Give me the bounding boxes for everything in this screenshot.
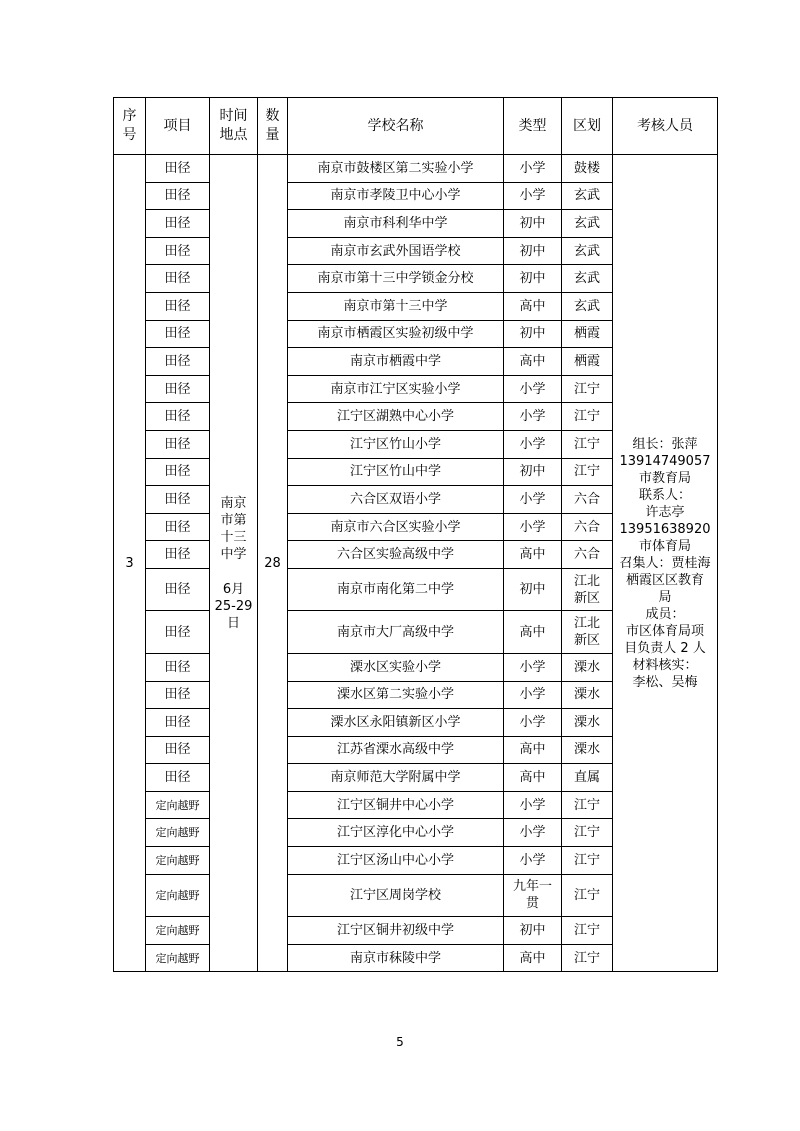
district-cell: 溧水 xyxy=(562,736,613,764)
school-name-cell: 南京市南化第二中学 xyxy=(288,568,504,611)
school-name-cell: 南京市栖霞区实验初级中学 xyxy=(288,320,504,348)
place-line: 中学 xyxy=(220,546,247,562)
type-cell: 初中 xyxy=(504,320,562,348)
page-number: 5 xyxy=(396,1035,404,1049)
examiner-line: 局 xyxy=(658,589,672,605)
project-cell: 田径 xyxy=(146,736,210,764)
project-cell: 田径 xyxy=(146,292,210,320)
examiner-line: 李松、吴梅 xyxy=(632,674,698,690)
school-name-cell: 六合区双语小学 xyxy=(288,486,504,514)
project-cell: 田径 xyxy=(146,320,210,348)
project-cell: 田径 xyxy=(146,611,210,654)
type-cell: 初中 xyxy=(504,237,562,265)
district-cell: 江宁 xyxy=(562,874,613,917)
project-cell: 田径 xyxy=(146,265,210,293)
type-cell: 高中 xyxy=(504,348,562,376)
project-cell: 田径 xyxy=(146,458,210,486)
header-type: 类型 xyxy=(504,98,562,155)
project-cell: 田径 xyxy=(146,653,210,681)
place-line: 市第 xyxy=(220,512,247,528)
examiner-line: 联系人： xyxy=(638,487,691,503)
school-name-cell: 江宁区淳化中心小学 xyxy=(288,819,504,847)
examiner-line: 许志亭 xyxy=(645,504,685,520)
examiner-line: 栖霞区区教育 xyxy=(625,572,704,588)
project-cell: 定向越野 xyxy=(146,874,210,917)
project-cell: 田径 xyxy=(146,182,210,210)
project-cell: 定向越野 xyxy=(146,847,210,875)
project-cell: 定向越野 xyxy=(146,791,210,819)
district-cell: 鼓楼 xyxy=(562,155,613,183)
school-name-cell: 南京市第十三中学 xyxy=(288,292,504,320)
school-name-cell: 江宁区汤山中心小学 xyxy=(288,847,504,875)
project-cell: 定向越野 xyxy=(146,917,210,945)
project-cell: 田径 xyxy=(146,568,210,611)
district-cell: 六合 xyxy=(562,541,613,569)
school-name-cell: 六合区实验高级中学 xyxy=(288,541,504,569)
district-cell: 六合 xyxy=(562,513,613,541)
school-name-cell: 南京市孝陵卫中心小学 xyxy=(288,182,504,210)
group-count: 28 xyxy=(258,155,288,972)
type-cell: 小学 xyxy=(504,486,562,514)
type-cell: 小学 xyxy=(504,430,562,458)
district-cell: 江北 新区 xyxy=(562,611,613,654)
spacer xyxy=(210,563,257,581)
district-cell: 玄武 xyxy=(562,292,613,320)
district-cell: 江宁 xyxy=(562,917,613,945)
type-cell: 高中 xyxy=(504,611,562,654)
school-name-cell: 南京市鼓楼区第二实验小学 xyxy=(288,155,504,183)
project-cell: 田径 xyxy=(146,764,210,792)
project-cell: 田径 xyxy=(146,709,210,737)
project-cell: 田径 xyxy=(146,403,210,431)
type-cell: 小学 xyxy=(504,375,562,403)
type-cell: 小学 xyxy=(504,653,562,681)
place-line: 十三 xyxy=(220,529,247,545)
type-cell: 高中 xyxy=(504,764,562,792)
school-name-cell: 江苏省溧水高级中学 xyxy=(288,736,504,764)
district-cell: 栖霞 xyxy=(562,348,613,376)
type-cell: 初中 xyxy=(504,917,562,945)
district-cell: 溧水 xyxy=(562,709,613,737)
project-cell: 田径 xyxy=(146,681,210,709)
project-cell: 田径 xyxy=(146,155,210,183)
project-cell: 田径 xyxy=(146,486,210,514)
examiner-line: 市区体育局项 xyxy=(625,623,704,639)
examiner-line: 材料核实： xyxy=(632,657,698,673)
school-name-cell: 江宁区竹山小学 xyxy=(288,430,504,458)
type-cell: 九年一 贯 xyxy=(504,874,562,917)
type-cell: 高中 xyxy=(504,736,562,764)
type-cell: 初中 xyxy=(504,568,562,611)
school-name-cell: 江宁区周岗学校 xyxy=(288,874,504,917)
header-time-place: 时间 地点 xyxy=(210,98,258,155)
header-seq: 序 号 xyxy=(114,98,146,155)
district-cell: 江宁 xyxy=(562,458,613,486)
school-name-cell: 南京市玄武外国语学校 xyxy=(288,237,504,265)
type-cell: 初中 xyxy=(504,265,562,293)
project-cell: 田径 xyxy=(146,375,210,403)
district-cell: 江北 新区 xyxy=(562,568,613,611)
type-cell: 小学 xyxy=(504,182,562,210)
type-cell: 高中 xyxy=(504,541,562,569)
schools-table xyxy=(113,97,718,972)
school-name-cell: 南京市第十三中学锁金分校 xyxy=(288,265,504,293)
school-name-cell: 溧水区实验小学 xyxy=(288,653,504,681)
district-cell: 栖霞 xyxy=(562,320,613,348)
table-row xyxy=(114,155,718,183)
district-cell: 溧水 xyxy=(562,681,613,709)
type-cell: 小学 xyxy=(504,513,562,541)
time-line: 6月 xyxy=(222,581,245,597)
header-school: 学校名称 xyxy=(288,98,504,155)
type-cell: 小学 xyxy=(504,403,562,431)
time-line: 25-29 xyxy=(214,598,253,614)
type-cell: 小学 xyxy=(504,155,562,183)
school-name-cell: 南京市栖霞中学 xyxy=(288,348,504,376)
district-cell: 玄武 xyxy=(562,210,613,238)
district-cell: 溧水 xyxy=(562,653,613,681)
place-line: 南京 xyxy=(220,495,247,511)
school-name-cell: 江宁区铜井中心小学 xyxy=(288,791,504,819)
district-cell: 直属 xyxy=(562,764,613,792)
project-cell: 田径 xyxy=(146,513,210,541)
examiner-line: 目负责人 2 人 xyxy=(624,640,706,656)
school-name-cell: 江宁区铜井初级中学 xyxy=(288,917,504,945)
project-cell: 田径 xyxy=(146,348,210,376)
district-cell: 六合 xyxy=(562,486,613,514)
type-cell: 高中 xyxy=(504,944,562,972)
school-name-cell: 南京市大厂高级中学 xyxy=(288,611,504,654)
project-cell: 定向越野 xyxy=(146,944,210,972)
district-cell: 江宁 xyxy=(562,819,613,847)
district-cell: 江宁 xyxy=(562,403,613,431)
school-name-cell: 南京市秣陵中学 xyxy=(288,944,504,972)
examiner-line: 召集人：贾桂海 xyxy=(619,555,711,571)
header-examiners: 考核人员 xyxy=(613,98,718,155)
header-count: 数 量 xyxy=(258,98,288,155)
district-cell: 玄武 xyxy=(562,182,613,210)
project-cell: 田径 xyxy=(146,430,210,458)
examiner-line: 13951638920 xyxy=(619,521,711,537)
type-cell: 小学 xyxy=(504,847,562,875)
time-place-cell xyxy=(210,155,258,972)
group-seq: 3 xyxy=(114,155,146,972)
examiners-cell xyxy=(613,155,718,972)
type-cell: 初中 xyxy=(504,210,562,238)
district-cell: 江宁 xyxy=(562,791,613,819)
district-cell: 江宁 xyxy=(562,430,613,458)
type-cell: 小学 xyxy=(504,819,562,847)
school-name-cell: 南京师范大学附属中学 xyxy=(288,764,504,792)
time-line: 日 xyxy=(226,615,240,631)
school-name-cell: 南京市六合区实验小学 xyxy=(288,513,504,541)
examiner-line: 市教育局 xyxy=(638,470,691,486)
header-row xyxy=(114,98,718,155)
project-cell: 田径 xyxy=(146,210,210,238)
school-name-cell: 南京市江宁区实验小学 xyxy=(288,375,504,403)
district-cell: 江宁 xyxy=(562,375,613,403)
school-name-cell: 南京市科利华中学 xyxy=(288,210,504,238)
project-cell: 田径 xyxy=(146,237,210,265)
school-name-cell: 溧水区永阳镇新区小学 xyxy=(288,709,504,737)
examiner-line: 13914749057 xyxy=(619,453,711,469)
examiner-line: 成员： xyxy=(645,606,685,622)
type-cell: 小学 xyxy=(504,681,562,709)
type-cell: 小学 xyxy=(504,791,562,819)
school-name-cell: 江宁区竹山中学 xyxy=(288,458,504,486)
header-district: 区划 xyxy=(562,98,613,155)
district-cell: 江宁 xyxy=(562,847,613,875)
project-cell: 田径 xyxy=(146,541,210,569)
district-cell: 玄武 xyxy=(562,265,613,293)
header-project: 项目 xyxy=(146,98,210,155)
examiner-line: 市体育局 xyxy=(638,538,691,554)
school-name-cell: 江宁区湖熟中心小学 xyxy=(288,403,504,431)
type-cell: 小学 xyxy=(504,709,562,737)
table-body xyxy=(114,155,718,972)
examiner-line: 组长：张萍 xyxy=(632,436,698,452)
project-cell: 定向越野 xyxy=(146,819,210,847)
type-cell: 高中 xyxy=(504,292,562,320)
type-cell: 初中 xyxy=(504,458,562,486)
district-cell: 玄武 xyxy=(562,237,613,265)
district-cell: 江宁 xyxy=(562,944,613,972)
school-name-cell: 溧水区第二实验小学 xyxy=(288,681,504,709)
